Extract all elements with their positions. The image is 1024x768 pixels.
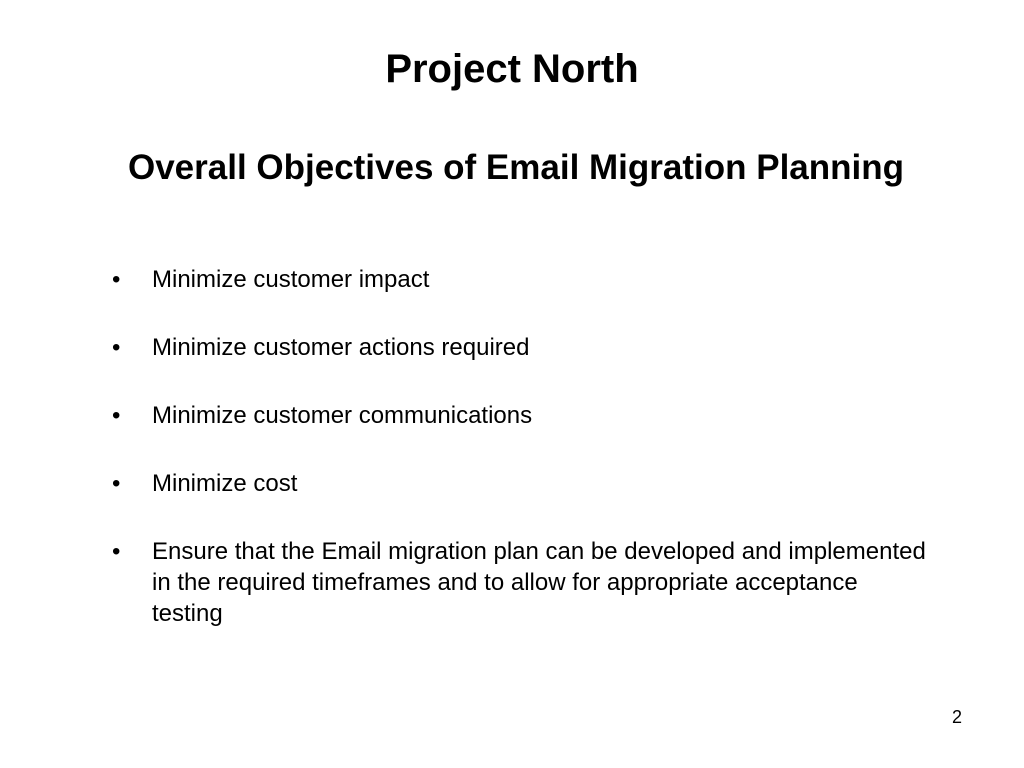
page-number: 2 (951, 707, 962, 727)
bullet-text: Minimize cost (152, 470, 298, 497)
bullet-icon: • (112, 402, 121, 429)
bullet-text: Minimize customer impact (152, 266, 430, 293)
bullet-text: Ensure that the Email migration plan can be developed and implemented in the required timeframes and to allow for appropriate acceptance testing (152, 538, 926, 627)
bullet-icon: • (112, 334, 121, 361)
bullet-item (112, 332, 932, 363)
bullet-icon: • (112, 266, 121, 293)
bullet-item (112, 264, 932, 295)
bullet-icon: • (112, 538, 121, 565)
bullet-item (112, 468, 932, 499)
bullet-text: Minimize customer communications (152, 402, 533, 429)
slide-subtitle: Overall Objectives of Email Migration Planning (127, 148, 904, 187)
slide-title: Project North (385, 47, 639, 91)
bullet-icon: • (112, 470, 121, 497)
bullet-list (112, 264, 932, 666)
bullet-text: Minimize customer actions required (152, 334, 530, 361)
bullet-item (112, 400, 932, 431)
bullet-item (112, 536, 932, 629)
